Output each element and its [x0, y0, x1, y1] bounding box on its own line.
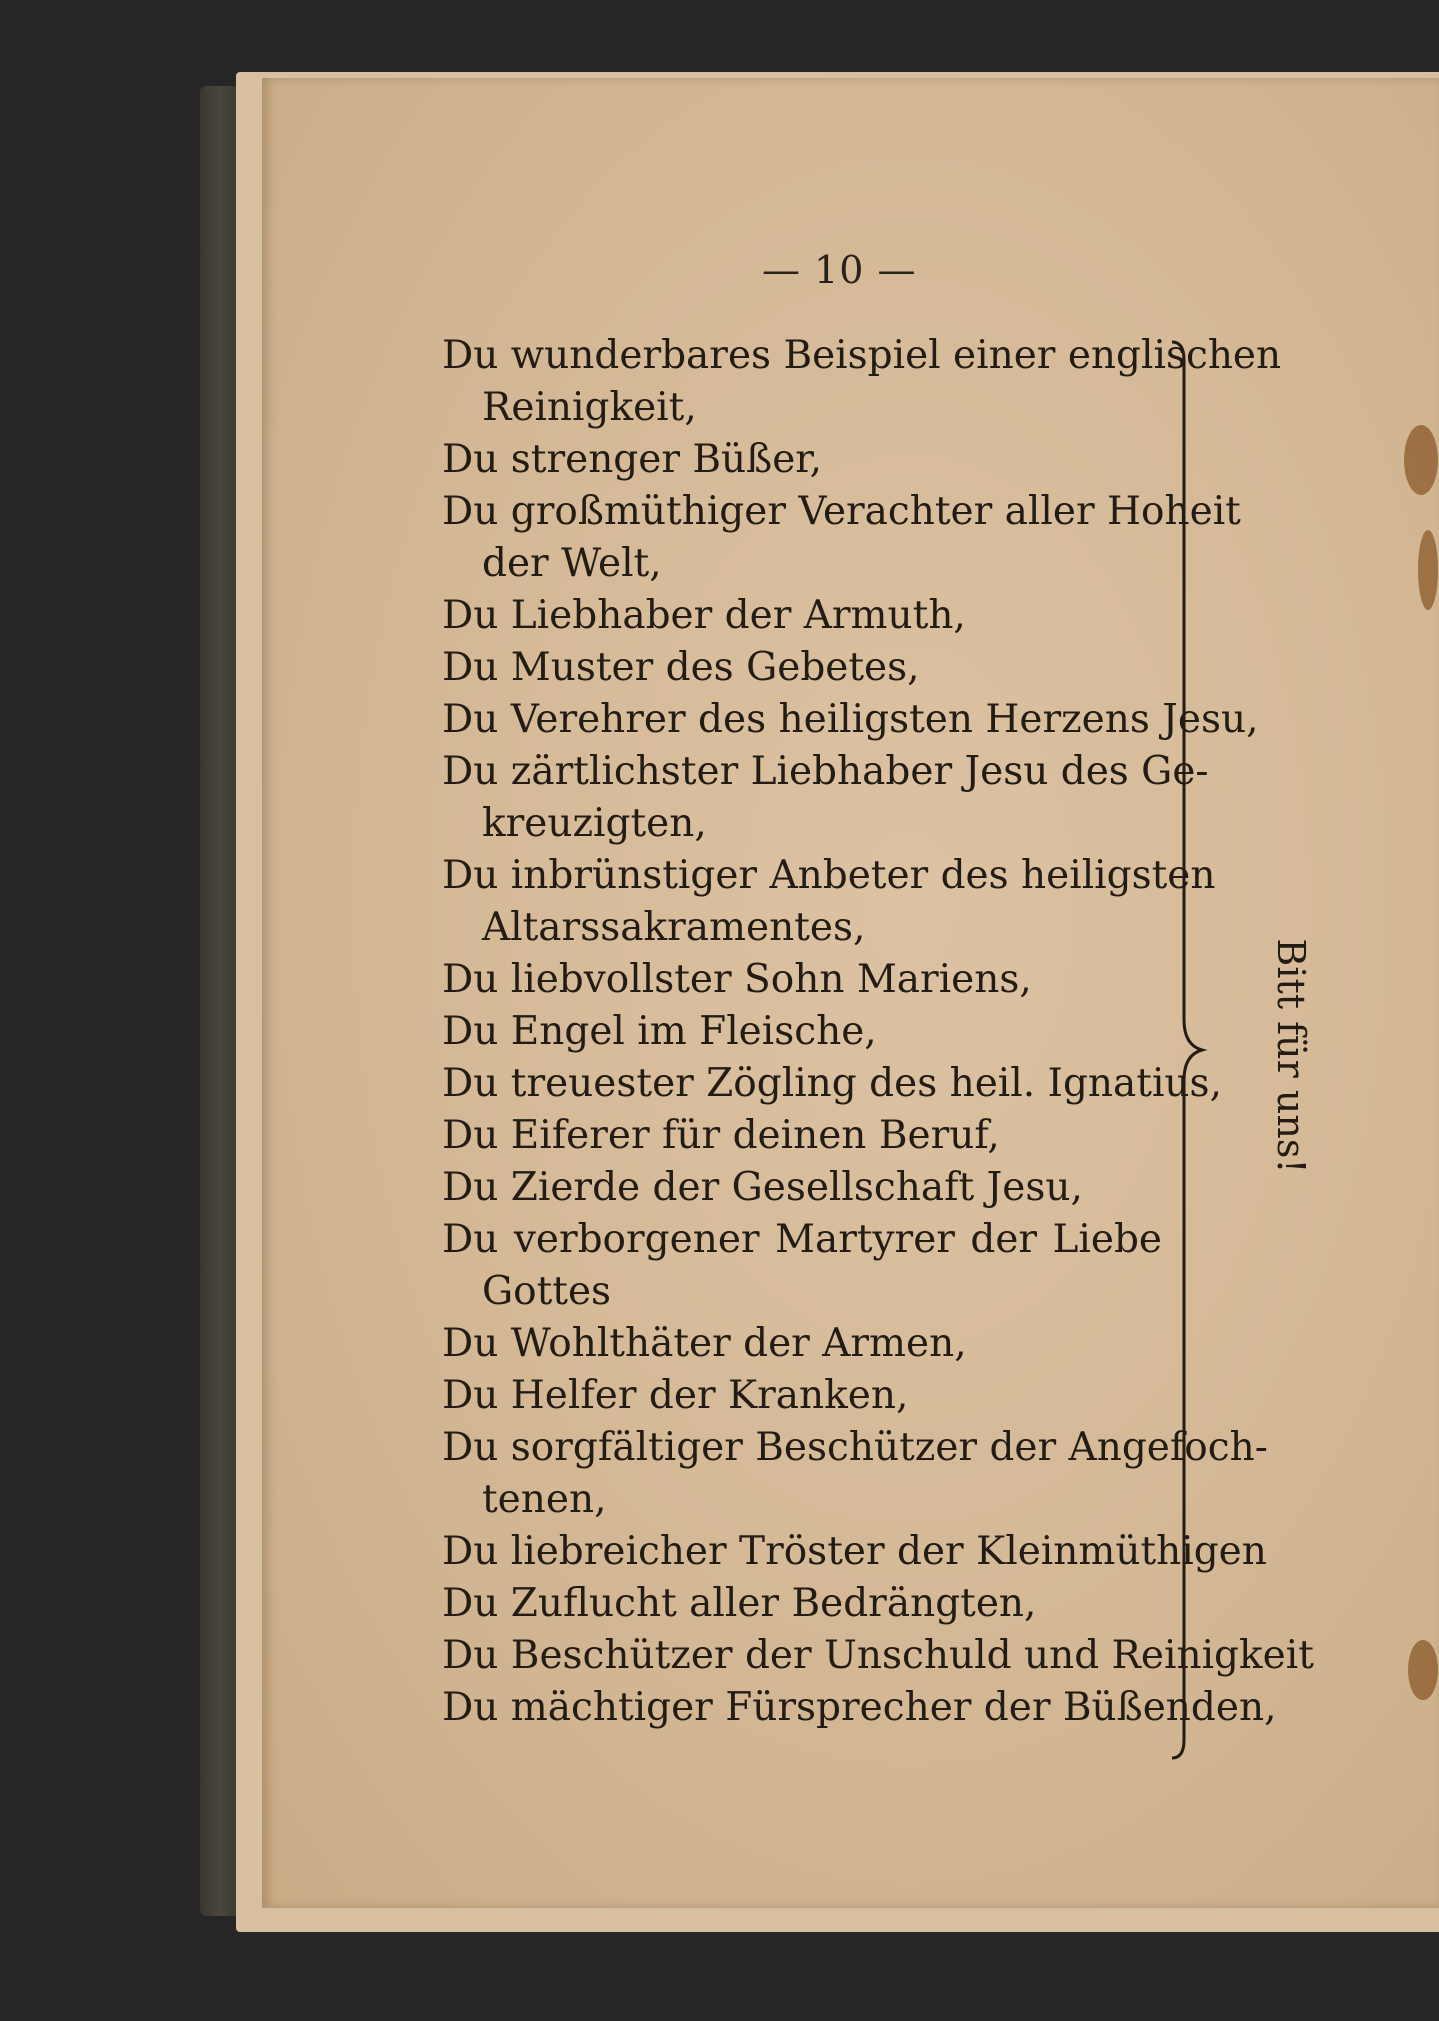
page-number: — 10 — — [762, 248, 917, 292]
litany-line: Du Eiferer für deinen Beruf, — [442, 1113, 1000, 1158]
edge-stain — [1404, 425, 1438, 495]
edge-stain — [1408, 1640, 1438, 1700]
litany-line: Du Zuflucht aller Bedrängten, — [442, 1581, 1037, 1626]
litany-line: Du Muster des Gebetes, — [442, 645, 920, 690]
litany-line: Du inbrünstiger Anbeter des heiligsten — [442, 853, 1216, 898]
litany-line: Du treuester Zögling des heil. Ignatius, — [442, 1061, 1222, 1106]
edge-stain — [1418, 530, 1438, 610]
litany-line: Du Wohlthäter der Armen, — [442, 1321, 967, 1366]
litany-line: Du sorgfältiger Beschützer der Angefoch- — [442, 1425, 1268, 1470]
litany-line: Du Helfer der Kranken, — [442, 1373, 909, 1418]
curly-brace — [1170, 340, 1210, 1760]
litany-line: Du liebreicher Tröster der Kleinmüthigen — [442, 1529, 1267, 1574]
litany-line: Gottes — [482, 1269, 612, 1314]
litany-line: Du liebvollster Sohn Mariens, — [442, 957, 1032, 1002]
litany-line: kreuzigten, — [482, 801, 707, 846]
litany-line: Du verborgener Martyrer der Liebe — [442, 1217, 1162, 1262]
litany-line: Du wunderbares Beispiel einer englischen — [442, 333, 1282, 378]
litany-line: Du mächtiger Fürsprecher der Büßenden, — [442, 1685, 1277, 1730]
litany-line: Altarssakramentes, — [482, 905, 866, 950]
litany-line: tenen, — [482, 1477, 607, 1522]
litany-line: Du Engel im Fleische, — [442, 1009, 877, 1054]
response-text: Bitt für uns! — [1269, 938, 1313, 1174]
litany-line: Du Zierde der Gesellschaft Jesu, — [442, 1165, 1083, 1210]
litany-line: der Welt, — [482, 541, 662, 586]
litany-line: Du großmüthiger Verachter aller Hoheit — [442, 489, 1241, 534]
litany-line: Du zärtlichster Liebhaber Jesu des Ge- — [442, 749, 1209, 794]
litany-line: Du Liebhaber der Armuth, — [442, 593, 966, 638]
litany-line: Du Beschützer der Unschuld und Reinigkeit — [442, 1633, 1314, 1678]
litany-line: Reinigkeit, — [482, 385, 697, 430]
litany-line: Du strenger Büßer, — [442, 437, 823, 482]
litany-line: Du Verehrer des heiligsten Herzens Jesu, — [442, 697, 1259, 742]
